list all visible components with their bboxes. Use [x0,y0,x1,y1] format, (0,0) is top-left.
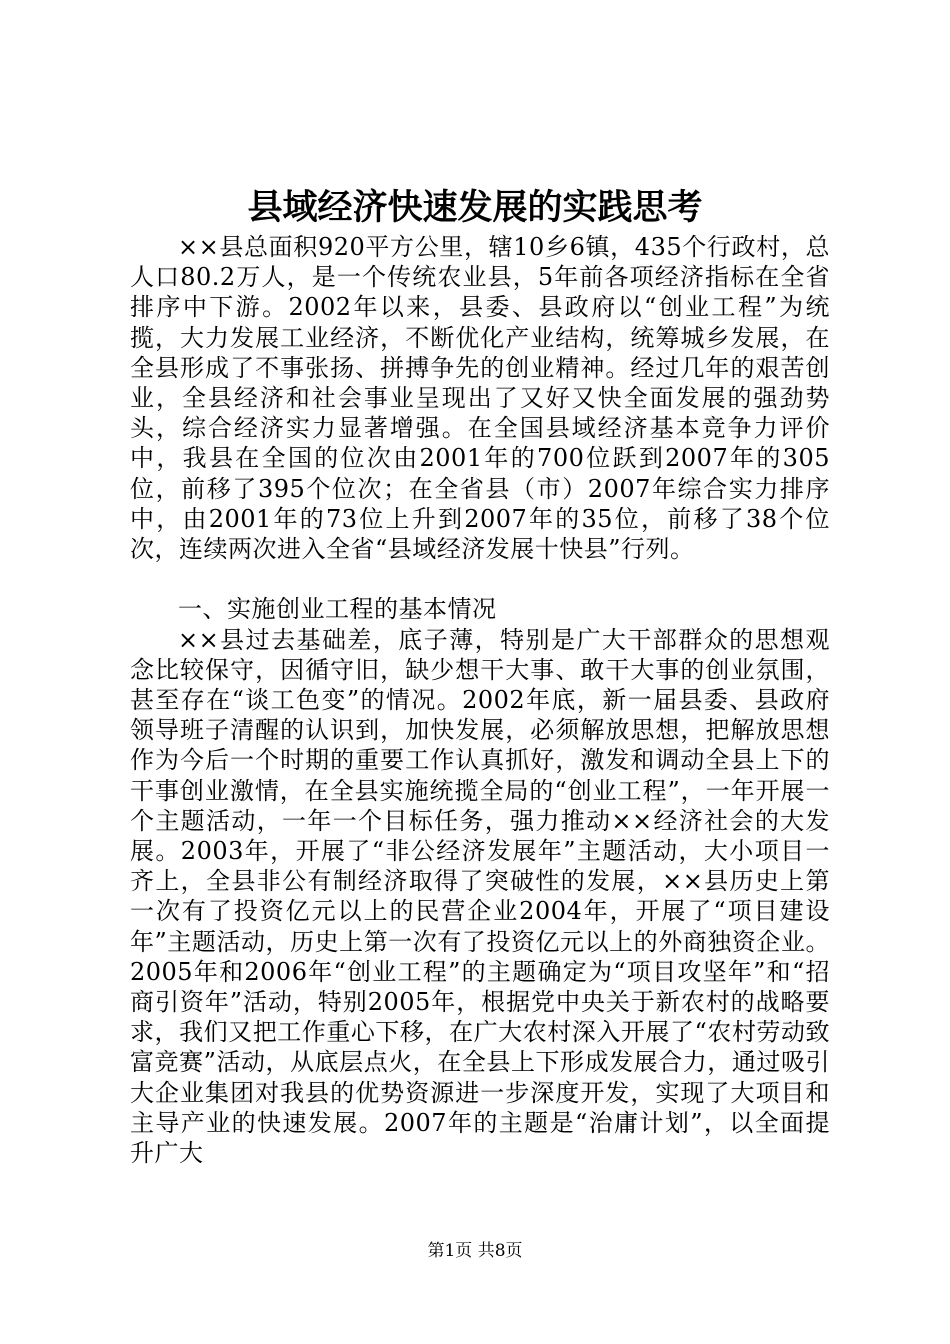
intro-paragraph: ××县总面积920平方公里，辖10乡6镇，435个行政村，总人口80.2万人，是一个传统农业县，5年前各项经济指标在全省排序中下游。2002年以来，县委、县政府以“创业工程”为统揽，大力发展工业经济，不断优化产业结构，统筹城乡发展，在全县形成了不事张扬、拼搏争先的创业精神。经过几年的艰苦创业，全县经济和社会事业呈现出了又好又快全面发展的强劲势头，综合经济实力显著增强。在全国县域经济基本竞争力评价中，我县在全国的位次由2001年的700位跃到2007年的305位，前移了395个位次；在全省县（市）2007年综合实力排序中，由2001年的73位上升到2007年的35位，前移了38个位次，连续两次进入全省“县域经济发展十快县”行列。 [130,233,830,564]
section-paragraph: ××县过去基础差，底子薄，特别是广大干部群众的思想观念比较保守，因循守旧，缺少想干大事、敢干大事的创业氛围，甚至存在“谈工色变”的情况。2002年底，新一届县委、县政府领导班子清醒的认识到，加快发展，必须解放思想，把解放思想作为今后一个时期的重要工作认真抓好，激发和调动全县上下的干事创业激情，在全县实施统揽全局的“创业工程”，一年开展一个主题活动，一年一个目标任务，强力推动××经济社会的大发展。2003年，开展了“非公经济发展年”主题活动，大小项目一齐上，全县非公有制经济取得了突破性的发展，××县历史上第一次有了投资亿元以上的民营企业2004年，开展了“项目建设年”主题活动，历史上第一次有了投资亿元以上的外商独资企业。2005年和2006年“创业工程”的主题确定为“项目攻坚年”和“招商引资年”活动，特别2005年，根据党中央关于新农村的战略要求，我们又把工作重心下移，在广大农村深入开展了“农村劳动致富竞赛”活动，从底层点火，在全县上下形成发展合力，通过吸引大企业集团对我县的优势资源进一步深度开发，实现了大项目和主导产业的快速发展。2007年的主题是“治庸计划”，以全面提升广大 [130,625,830,1168]
document-body [130,232,830,1168]
section-heading: 一、实施创业工程的基本情况 [178,595,497,624]
paragraph-spacer [130,564,830,594]
page-footer: 第1页 共8页 [427,1241,523,1261]
document-title: 县域经济快速发展的实践思考 [247,187,703,228]
